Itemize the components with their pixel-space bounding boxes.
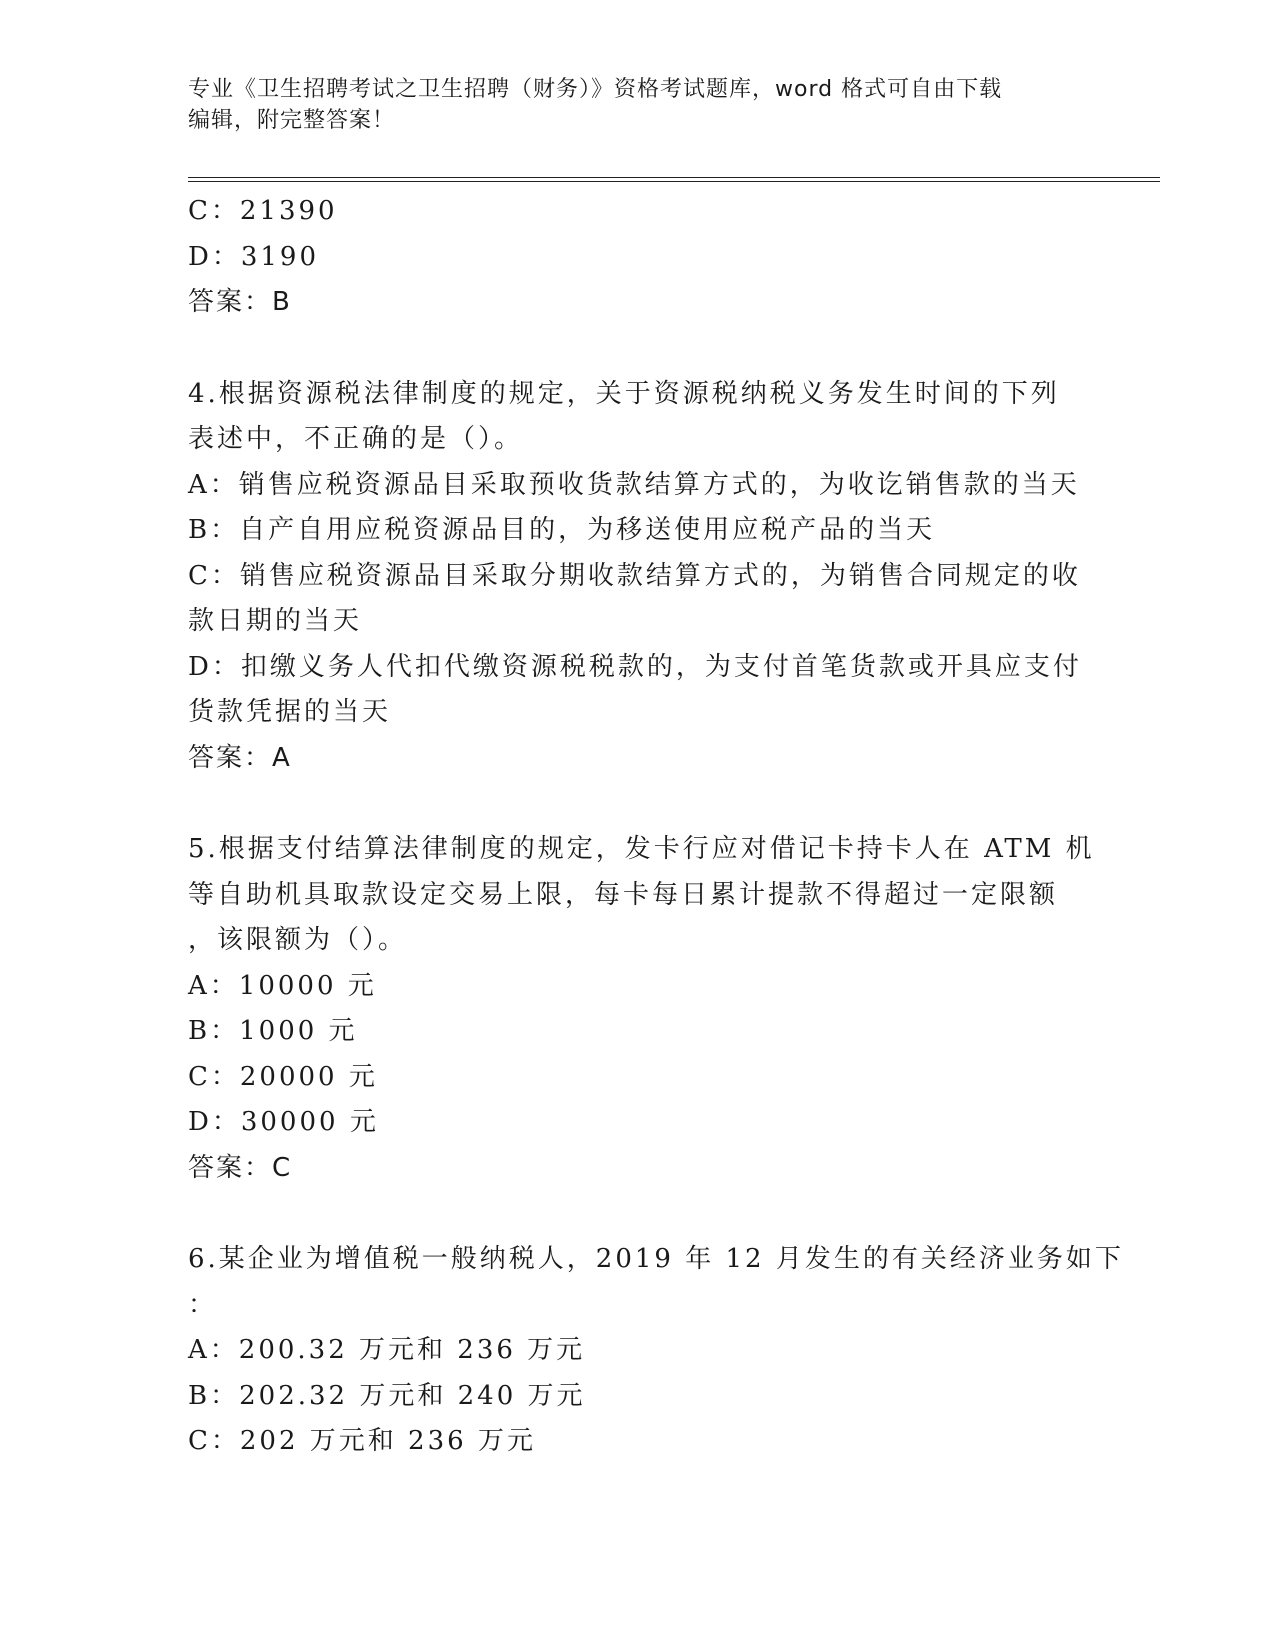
q3-answer: 答案：B (188, 287, 292, 317)
spacer (188, 1191, 1088, 1237)
q6-option-a: A：200.32 万元和 236 万元 (188, 1335, 586, 1365)
q4-option-b: B：自产自用应税资源品目的，为移送使用应税产品的当天 (188, 515, 936, 545)
q5-option-c: C：20000 元 (188, 1061, 378, 1092)
q5-stem-line-2: 等自助机具取款设定交易上限，每卡每日累计提款不得超过一定限额 (188, 879, 1059, 910)
q4-stem-line-1: 4.根据资源税法律制度的规定，关于资源税纳税义务发生时间的下列 (188, 378, 1060, 409)
q6-stem-line-1: 6.某企业为增值税一般纳税人，2019 年 12 月发生的有关经济业务如下 (188, 1244, 1124, 1274)
question-content (188, 189, 1124, 1465)
q4-option-d-line-1: D：扣缴义务人代扣代缴资源税税款的，为支付首笔货款或开具应支付 (188, 651, 1082, 682)
q5-answer: 答案：C (188, 1152, 293, 1183)
q5-option-b: B：1000 元 (188, 1016, 358, 1046)
q5-stem-line-3: ，该限额为（）。 (188, 925, 408, 955)
q5-stem-line-1: 5.根据支付结算法律制度的规定，发卡行应对借记卡持卡人在 ATM 机 (188, 834, 1095, 864)
q5-option-d: D：30000 元 (188, 1107, 379, 1137)
question-6 (188, 1237, 1124, 1465)
q4-option-a: A：销售应税资源品目采取预收货款结算方式的，为收讫销售款的当天 (188, 469, 1080, 500)
header-divider-top (188, 177, 1160, 178)
header-line-2: 编辑，附完整答案！ (188, 108, 396, 133)
q4-stem-line-2: 表述中，不正确的是（）。 (188, 424, 524, 454)
question-4 (188, 372, 1088, 782)
question-3-tail (188, 189, 1088, 326)
q3-option-c: C：21390 (188, 196, 338, 226)
header-line-1: 专业《卫生招聘考试之卫生招聘（财务）》资格考试题库，word 格式可自由下载 (188, 77, 1003, 102)
q4-option-d-line-2: 货款凭据的当天 (188, 697, 392, 727)
spacer (188, 781, 1088, 827)
q4-option-c-line-2: 款日期的当天 (188, 606, 363, 636)
header-divider-bottom (188, 181, 1160, 182)
spacer (188, 326, 1088, 372)
q4-option-c-line-1: C：销售应税资源品目采取分期收款结算方式的，为销售合同规定的收 (188, 560, 1081, 591)
document-header (188, 74, 1088, 136)
q6-stem-line-2: ： (188, 1289, 218, 1320)
q3-option-d: D：3190 (188, 241, 320, 272)
q6-option-b: B：202.32 万元和 240 万元 (188, 1380, 586, 1411)
q4-answer: 答案：A (188, 742, 292, 773)
q5-option-a: A：10000 元 (188, 970, 377, 1001)
question-5 (188, 827, 1095, 1191)
q6-option-c: C：202 万元和 236 万元 (188, 1426, 536, 1456)
